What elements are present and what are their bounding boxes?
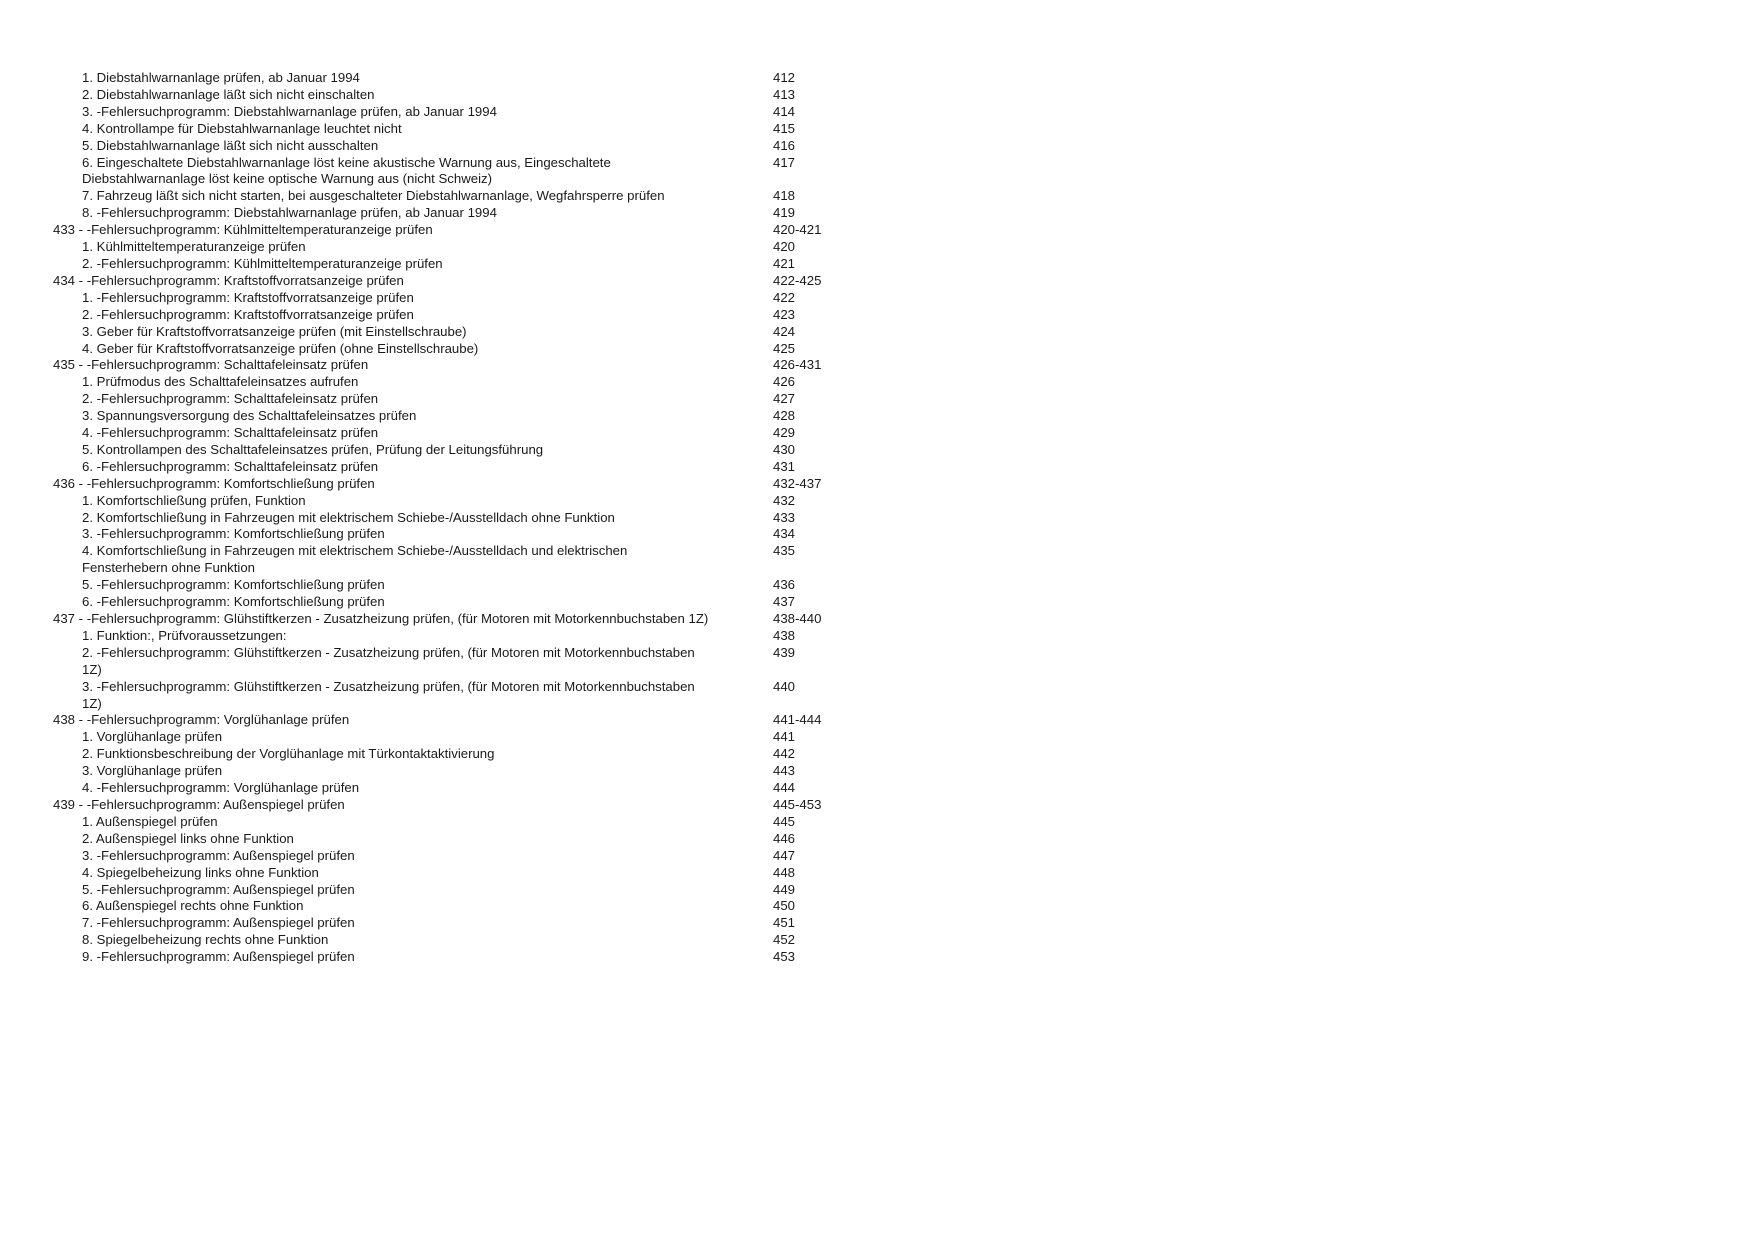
toc-entry [53,459,833,476]
toc-entry-title: 436 - -Fehlersuchprogramm: Komfortschließung prüfen [53,475,375,491]
toc-entry-page: 440 [773,678,796,694]
toc-entry [53,679,833,713]
toc-entry-title: 6. -Fehlersuchprogramm: Komfortschließung prüfen [82,594,385,610]
table-of-contents [53,70,833,966]
toc-entry-page: 426 [773,374,796,390]
toc-entry [53,543,833,577]
toc-entry-title: 2. Funktionsbeschreibung der Vorglühanlage mit Türkontaktaktivierung [82,746,495,762]
toc-entry [53,239,833,256]
toc-entry-page: 422-425 [773,272,822,288]
toc-entry-title: 438 - -Fehlersuchprogramm: Vorglühanlage prüfen [53,712,350,728]
toc-entry-page: 430 [773,441,796,457]
toc-entry [53,831,833,848]
toc-entry-page: 434 [773,526,796,542]
toc-entry [53,205,833,222]
toc-entry-page: 447 [773,847,796,863]
toc-entry-title: 4. -Fehlersuchprogramm: Vorglühanlage prüfen [82,780,360,796]
toc-entry [53,577,833,594]
toc-entry [53,442,833,459]
toc-entry [53,341,833,358]
toc-entry [53,746,833,763]
toc-entry [53,898,833,915]
toc-entry-title: 433 - -Fehlersuchprogramm: Kühlmitteltemperaturanzeige prüfen [53,222,433,238]
toc-entry-title: 6. Eingeschaltete Diebstahlwarnanlage löst keine akustische Warnung aus, Eingeschaltete Diebstahlwarnanlage löst keine optische Warnung aus (nicht Schweiz) [82,154,611,187]
toc-entry [53,797,833,814]
toc-entry [53,594,833,611]
toc-entry [53,611,833,628]
toc-entry-page: 450 [773,898,796,914]
toc-entry [53,729,833,746]
toc-entry-title: 439 - -Fehlersuchprogramm: Außenspiegel prüfen [53,796,345,812]
toc-entry-title: 4. Kontrollampe für Diebstahlwarnanlage leuchtet nicht [82,120,402,136]
toc-entry-title: 3. -Fehlersuchprogramm: Diebstahlwarnanlage prüfen, ab Januar 1994 [82,103,497,119]
toc-entry-title: 9. -Fehlersuchprogramm: Außenspiegel prüfen [82,949,355,965]
toc-entry [53,932,833,949]
toc-entry-page: 421 [773,255,796,271]
toc-entry [53,476,833,493]
toc-entry-page: 429 [773,425,796,441]
toc-entry-title: 5. -Fehlersuchprogramm: Außenspiegel prüfen [82,881,355,897]
toc-entry-title: 3. -Fehlersuchprogramm: Außenspiegel prüfen [82,847,355,863]
toc-entry-title: 3. -Fehlersuchprogramm: Komfortschließung prüfen [82,526,385,542]
toc-entry-title: 1. -Fehlersuchprogramm: Kraftstoffvorratsanzeige prüfen [82,289,414,305]
toc-entry [53,391,833,408]
toc-entry-page: 416 [773,137,796,153]
toc-entry-page: 433 [773,509,796,525]
toc-entry-page: 442 [773,746,796,762]
toc-entry-page: 417 [773,154,796,170]
toc-entry-title: 5. Kontrollampen des Schalttafeleinsatzes prüfen, Prüfung der Leitungsführung [82,441,544,457]
toc-entry [53,290,833,307]
toc-entry [53,408,833,425]
toc-entry [53,493,833,510]
toc-entry [53,526,833,543]
toc-entry-title: 4. Komfortschließung in Fahrzeugen mit elektrischem Schiebe-/Ausstelldach und elektrischen Fensterhebern ohne Funktion [82,543,628,576]
toc-entry-title: 2. -Fehlersuchprogramm: Kraftstoffvorratsanzeige prüfen [82,306,414,322]
toc-entry-page: 445-453 [773,796,822,812]
toc-entry-page: 414 [773,103,796,119]
toc-entry [53,188,833,205]
toc-entry-title: 4. Spiegelbeheizung links ohne Funktion [82,864,319,880]
toc-entry [53,155,833,189]
toc-entry-page: 449 [773,881,796,897]
toc-entry [53,763,833,780]
toc-entry-page: 422 [773,289,796,305]
toc-entry-page: 420-421 [773,222,822,238]
toc-entry-page: 445 [773,813,796,829]
toc-entry-page: 413 [773,86,796,102]
toc-entry-title: 5. -Fehlersuchprogramm: Komfortschließung prüfen [82,577,385,593]
toc-entry [53,814,833,831]
toc-entry-title: 7. -Fehlersuchprogramm: Außenspiegel prüfen [82,915,355,931]
toc-entry-page: 438-440 [773,611,822,626]
toc-entry-title: 6. -Fehlersuchprogramm: Schalttafeleinsatz prüfen [82,458,379,474]
toc-entry [53,628,833,645]
toc-entry [53,256,833,273]
toc-entry-page: 437 [773,594,796,610]
toc-entry-title: 3. Geber für Kraftstoffvorratsanzeige prüfen (mit Einstellschraube) [82,323,467,339]
toc-entry-page: 424 [773,323,796,339]
toc-entry [53,865,833,882]
toc-entry-page: 444 [773,780,796,796]
toc-entry-title: 6. Außenspiegel rechts ohne Funktion [82,898,304,914]
toc-entry [53,222,833,239]
toc-entry-page: 425 [773,340,796,356]
toc-entry [53,645,833,679]
toc-entry [53,848,833,865]
toc-entry [53,915,833,932]
toc-entry-title: 3. Spannungsversorgung des Schalttafeleinsatzes prüfen [82,408,417,424]
toc-entry [53,510,833,527]
toc-entry [53,87,833,104]
toc-entry-page: 419 [773,205,796,221]
toc-entry-page: 418 [773,188,796,204]
toc-entry-title: 7. Fahrzeug läßt sich nicht starten, bei ausgeschalteter Diebstahlwarnanlage, Wegfahrsperre prüfen [82,188,665,204]
toc-entry-page: 446 [773,830,796,846]
toc-entry-page: 426-431 [773,357,822,373]
toc-entry-title: 1. Prüfmodus des Schalttafeleinsatzes aufrufen [82,374,359,390]
toc-entry-title: 2. -Fehlersuchprogramm: Schalttafeleinsatz prüfen [82,391,379,407]
toc-entry-title: 8. Spiegelbeheizung rechts ohne Funktion [82,932,329,948]
toc-entry-page: 420 [773,239,796,255]
toc-entry-title: 1. Außenspiegel prüfen [82,813,218,829]
toc-entry [53,70,833,87]
toc-entry [53,425,833,442]
toc-entry [53,712,833,729]
toc-entry-title: 437 - -Fehlersuchprogramm: Glühstiftkerzen - Zusatzheizung prüfen, (für Motoren mit Motorkennbuchstaben 1Z) [53,611,709,626]
toc-entry [53,357,833,374]
toc-entry-title: 2. Außenspiegel links ohne Funktion [82,830,294,846]
toc-entry-page: 431 [773,458,796,474]
toc-entry-page: 428 [773,408,796,424]
toc-entry-title: 3. -Fehlersuchprogramm: Glühstiftkerzen - Zusatzheizung prüfen, (für Motoren mit Motorkennbuchstaben 1Z) [82,678,695,711]
toc-entry-page: 443 [773,763,796,779]
toc-entry-page: 438 [773,627,796,643]
toc-entry-page: 452 [773,932,796,948]
toc-entry-title: 1. Vorglühanlage prüfen [82,729,223,745]
toc-entry [53,882,833,899]
toc-entry-title: 8. -Fehlersuchprogramm: Diebstahlwarnanlage prüfen, ab Januar 1994 [82,205,497,221]
toc-entry-page: 432-437 [773,475,822,491]
toc-entry [53,121,833,138]
toc-entry-page: 448 [773,864,796,880]
toc-entry-title: 5. Diebstahlwarnanlage läßt sich nicht ausschalten [82,137,379,153]
toc-entry-title: 2. -Fehlersuchprogramm: Kühlmitteltemperaturanzeige prüfen [82,255,443,271]
toc-entry-page: 427 [773,391,796,407]
toc-entry-page: 441 [773,729,796,745]
toc-entry [53,324,833,341]
toc-entry-page: 453 [773,949,796,965]
toc-entry [53,374,833,391]
toc-entry-title: 1. Diebstahlwarnanlage prüfen, ab Januar 1994 [82,70,360,85]
toc-entry [53,307,833,324]
toc-entry-page: 439 [773,644,796,660]
toc-entry [53,273,833,290]
toc-entry-title: 2. Komfortschließung in Fahrzeugen mit elektrischem Schiebe-/Ausstelldach ohne Funktion [82,509,615,525]
toc-entry-page: 436 [773,577,796,593]
toc-entry-title: 435 - -Fehlersuchprogramm: Schalttafeleinsatz prüfen [53,357,369,373]
toc-entry [53,780,833,797]
toc-entry-page: 412 [773,70,796,85]
toc-entry-page: 432 [773,492,796,508]
toc-entry-title: 1. Funktion:, Prüfvoraussetzungen: [82,627,287,643]
toc-entry-title: 434 - -Fehlersuchprogramm: Kraftstoffvorratsanzeige prüfen [53,272,404,288]
toc-entry [53,138,833,155]
toc-entry-title: 2. Diebstahlwarnanlage läßt sich nicht einschalten [82,86,375,102]
toc-entry [53,104,833,121]
toc-entry-page: 435 [773,543,796,559]
toc-entry-page: 451 [773,915,796,931]
toc-entry-title: 2. -Fehlersuchprogramm: Glühstiftkerzen - Zusatzheizung prüfen, (für Motoren mit Motorkennbuchstaben 1Z) [82,644,695,677]
toc-entry-title: 3. Vorglühanlage prüfen [82,763,223,779]
toc-entry [53,949,833,966]
toc-entry-title: 4. -Fehlersuchprogramm: Schalttafeleinsatz prüfen [82,425,379,441]
toc-entry-title: 1. Komfortschließung prüfen, Funktion [82,492,306,508]
toc-entry-page: 423 [773,306,796,322]
toc-entry-title: 1. Kühlmitteltemperaturanzeige prüfen [82,239,306,255]
toc-entry-page: 415 [773,120,796,136]
toc-entry-title: 4. Geber für Kraftstoffvorratsanzeige prüfen (ohne Einstellschraube) [82,340,479,356]
toc-entry-page: 441-444 [773,712,822,728]
